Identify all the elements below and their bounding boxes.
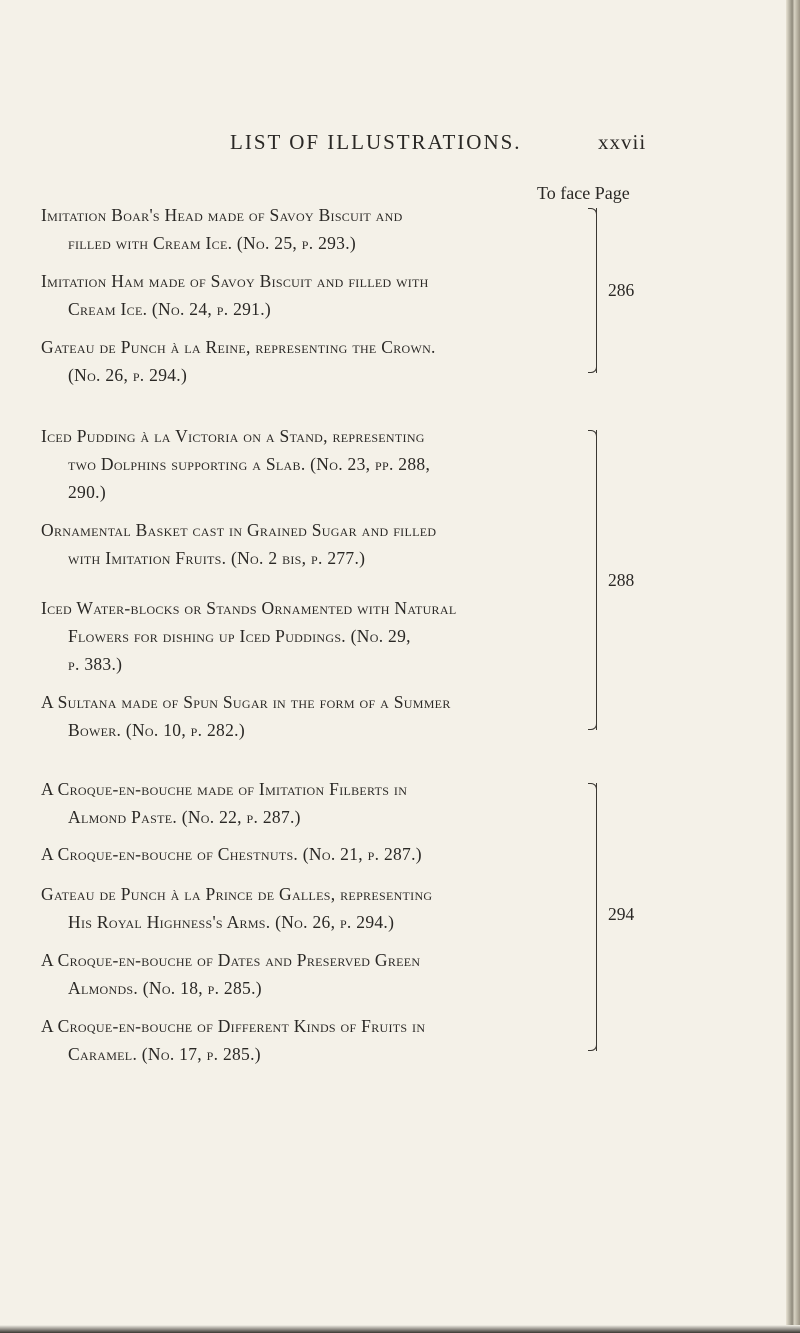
entry-line: A Croque-en-bouche of Chestnuts. (No. 21, p. 287.) — [41, 844, 422, 864]
entry-line: Cream Ice. (No. 24, p. 291.) — [68, 299, 272, 319]
running-header-title: LIST OF ILLUSTRATIONS. — [230, 130, 522, 154]
entry-line: filled with Cream Ice. (No. 25, p. 293.) — [68, 233, 357, 253]
entry-line: Almond Paste. (No. 22, p. 287.) — [68, 807, 301, 827]
entry-line: A Croque-en-bouche of Different Kinds of Fruits in — [41, 1016, 426, 1036]
entry-line: A Croque-en-bouche of Dates and Preserved Green — [41, 950, 421, 970]
entry-line: Gateau de Punch à la Reine, representing the Crown. — [41, 337, 436, 357]
entry-line: Gateau de Punch à la Prince de Galles, representing — [41, 884, 433, 904]
entry-line: A Sultana made of Spun Sugar in the form of a Summer — [41, 692, 451, 712]
entry-line: Caramel. (No. 17, p. 285.) — [68, 1044, 261, 1064]
illustration-entry — [41, 880, 581, 936]
entry-line: 290.) — [68, 482, 106, 502]
entry-line: Almonds. (No. 18, p. 285.) — [68, 978, 262, 998]
page-edge-shadow — [786, 0, 800, 1333]
running-header-page-number: xxvii — [598, 130, 647, 154]
illustration-entry — [41, 688, 581, 744]
illustration-entry — [41, 333, 581, 389]
illustration-entry — [41, 1012, 581, 1068]
illustration-entry — [41, 594, 581, 678]
entry-line: Flowers for dishing up Iced Puddings. (No. 29, — [68, 626, 411, 646]
group-brace — [590, 430, 597, 730]
entry-line: Bower. (No. 10, p. 282.) — [68, 720, 245, 740]
entry-line: Iced Water-blocks or Stands Ornamented with Natural — [41, 598, 457, 618]
illustration-entry — [41, 267, 581, 323]
group-brace — [590, 783, 597, 1051]
illustration-entry — [41, 422, 581, 506]
illustration-entry — [41, 516, 581, 572]
entry-line: with Imitation Fruits. (No. 2 bis, p. 277.) — [68, 548, 366, 568]
illustration-entry — [41, 840, 581, 868]
group-page-number: 288 — [608, 570, 635, 590]
entry-line: A Croque-en-bouche made of Imitation Filberts in — [41, 779, 408, 799]
group-brace — [590, 208, 597, 373]
entry-line: p. 383.) — [68, 654, 123, 674]
group-page-number: 294 — [608, 904, 635, 924]
group-page-number: 286 — [608, 280, 635, 300]
entry-line: Ornamental Basket cast in Grained Sugar and filled — [41, 520, 437, 540]
illustration-entry — [41, 201, 581, 257]
illustration-entry — [41, 775, 581, 831]
column-heading: To face Page — [537, 183, 630, 203]
entry-line: Imitation Boar's Head made of Savoy Biscuit and — [41, 205, 403, 225]
entry-line: His Royal Highness's Arms. (No. 26, p. 294.) — [68, 912, 395, 932]
entry-line: Imitation Ham made of Savoy Biscuit and filled with — [41, 271, 429, 291]
entry-line: two Dolphins supporting a Slab. (No. 23, pp. 288, — [68, 454, 431, 474]
entry-line: Iced Pudding à la Victoria on a Stand, representing — [41, 426, 425, 446]
illustration-entry — [41, 946, 581, 1002]
page-bottom-shadow — [0, 1325, 800, 1333]
entry-line: (No. 26, p. 294.) — [68, 365, 188, 385]
